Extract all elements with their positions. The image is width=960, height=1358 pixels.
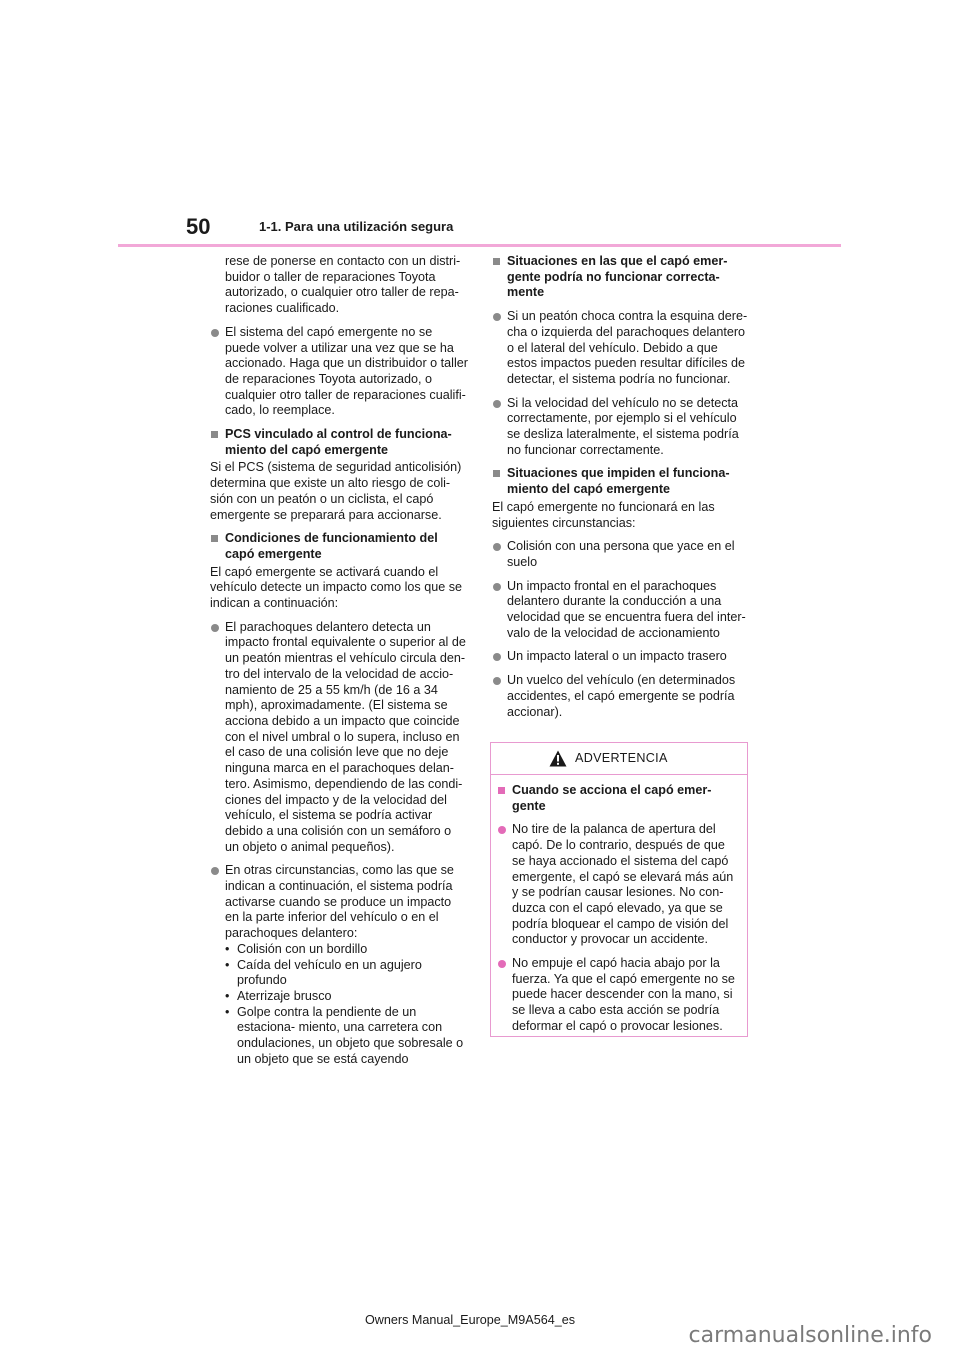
warning-box (490, 742, 748, 1037)
bullet-corner-impact: Si un peatón choca contra la esquina dere- cha o izquierda del parachoques delantero o el lateral del vehículo. Debido a que estos impactos pueden resultar difíciles de detectar, el sistema podría no funcionar. (492, 309, 750, 388)
sub-item-list (210, 942, 468, 1068)
bullet-not-reusable: El sistema del capó emergente no se puede volver a utilizar una vez que se ha accionado. Haga que un distribuidor o taller de reparaciones Toyota autorizado, o cualquier otro taller de reparaciones cualifi- cado, lo reemplace. (210, 325, 468, 419)
para-conditions: El capó emergente se activará cuando el vehículo detecte un impacto como los que se indican a continuación: (210, 564, 463, 611)
sub-item: • Caída del vehículo en un agujero profundo (225, 958, 468, 989)
page-number: 50 (186, 214, 211, 239)
bullet-other-circumstances: En otras circunstancias, como las que se indican a continuación, el sistema podría activarse cuando se produce un impacto en la parte inferior del vehículo o en el parachoques delantero: (210, 863, 468, 942)
sub-item: • Colisión con un bordillo (225, 942, 468, 958)
warning-title: ADVERTENCIA (575, 751, 668, 765)
intro-continuation: rese de ponerse en contacto con un distri- buidor o taller de reparaciones Toyota autorizado, o cualquier otro taller de repa- raciones cualificado. (225, 254, 461, 316)
warning-header (491, 743, 747, 775)
bullet-lateral-impact: Un impacto lateral o un impacto trasero (492, 649, 750, 665)
heading-may-not-work: Situaciones en las que el capó emer- gente podría no funcionar correcta- mente (492, 254, 750, 301)
sub-item: • Aterrizaje brusco (225, 989, 468, 1005)
watermark: carmanualsonline.info (688, 1323, 932, 1348)
bullet-frontal-impact: Un impacto frontal en el parachoques delantero durante la conducción a una velocidad que se encuentra fuera del inter- valo de la velocidad de accionamiento (492, 579, 750, 642)
right-column (492, 254, 750, 728)
bullet-rollover: Un vuelco del vehículo (en determinados accidentes, el capó emergente se podría accionar). (492, 673, 750, 720)
warning-body (491, 775, 747, 1035)
para-prevent: El capó emergente no funcionará en las siguientes circunstancias: (492, 499, 715, 530)
warning-triangle-icon (549, 750, 567, 767)
warning-bullet-lever: No tire de la palanca de apertura del capó. De lo contrario, después de que se haya accionado el sistema del capó emergente, el capó se elevará más aún y se podrían causar lesiones. No con- duzca con el capó elevado, ya que se podría bloquear el campo de visión del conductor y provocar un accidente. (497, 822, 741, 948)
heading-pcs: PCS vinculado al control de funciona- miento del capó emergente (210, 427, 468, 458)
heading-prevent: Situaciones que impiden el funciona- miento del capó emergente (492, 466, 750, 497)
warning-heading: Cuando se acciona el capó emer- gente (497, 783, 741, 814)
footer-text: Owners Manual_Europe_M9A564_es (364, 1313, 576, 1327)
left-column (210, 254, 468, 1067)
para-pcs: Si el PCS (sistema de seguridad anticolisión) determina que existe un alto riesgo de coli- sión con un peatón o un ciclista, el capó emergente se preparará para accionarse. (210, 460, 462, 522)
header-rule (118, 244, 841, 247)
bullet-bumper-impact: El parachoques delantero detecta un impacto frontal equivalente o superior al de un peatón mientras el vehículo circula den- tro del intervalo de la velocidad de accio- namiento de 25 a 55 km/h (de 16 a 34 mph), aproximadamente. (El sistema se acciona debido a un impacto que coincide con el nivel umbral o lo supera, incluso en el caso de una colisión leve que no deje ninguna marca en el parachoques delan- tero. Asimismo, dependiendo de las condi- ciones del impacto y de la velocidad del vehículo, el sistema se podría activar debido a una colisión con un semáforo o un objeto o animal pequeños). (210, 620, 468, 856)
bullet-person-lying: Colisión con una persona que yace en el suelo (492, 539, 750, 570)
bullet-speed-detection: Si la velocidad del vehículo no se detecta correctamente, por ejemplo si el vehículo se desliza lateralmente, el sistema podría no funcionar correctamente. (492, 396, 750, 459)
section-title: 1-1. Para una utilización segura (259, 219, 454, 234)
heading-conditions: Condiciones de funcionamiento del capó emergente (210, 531, 468, 562)
warning-bullet-push: No empuje el capó hacia abajo por la fuerza. Ya que el capó emergente no se puede hacer descender con la mano, si se lleva a cabo esta acción se podría deformar el capó o provocar lesiones. (497, 956, 741, 1035)
sub-item: • Golpe contra la pendiente de un estaciona- miento, una carretera con ondulaciones, un objeto que sobresale o un objeto que se está cayendo (225, 1005, 468, 1068)
